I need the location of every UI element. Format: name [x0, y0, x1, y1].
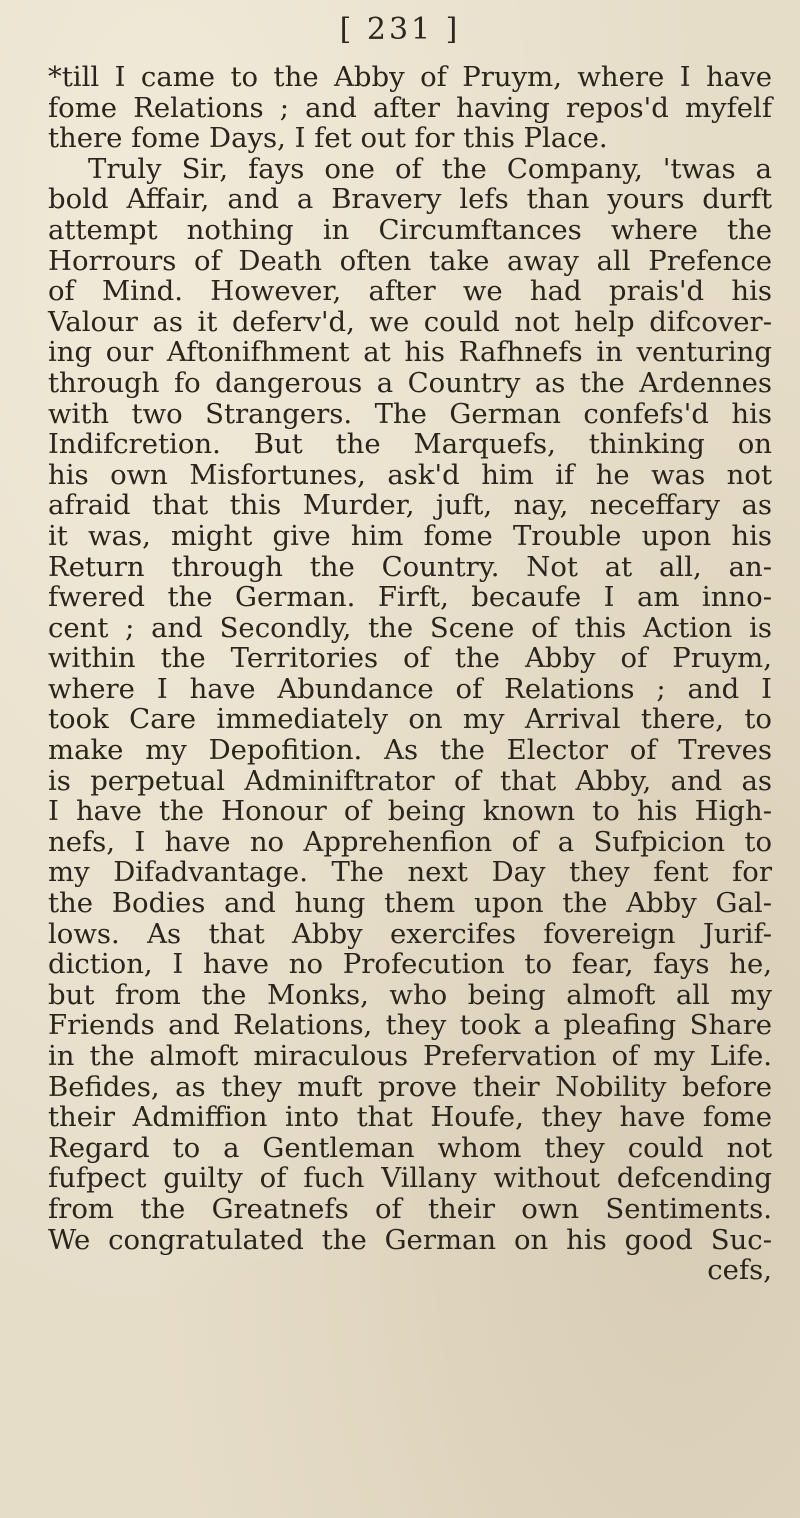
text-line: Return through the Country. Not at all, an-: [48, 550, 772, 583]
text-line: of Mind. However, after we had prais'd his: [48, 275, 772, 308]
text-line: cent ; and Secondly, the Scene of this Action is: [48, 611, 772, 644]
text-line: make my Depofition. As the Elector of Treves: [48, 734, 772, 767]
text-line: Truly Sir, fays one of the Company, 'twas a: [88, 152, 772, 185]
text-line: attempt nothing in Circumftances where the: [48, 213, 772, 246]
text-line: there fome Days, I fet out for this Place.: [48, 122, 608, 155]
text-line: fufpect guilty of fuch Villany without defcending: [48, 1162, 772, 1195]
text-line: Friends and Relations, they took a pleafing Share: [48, 1009, 772, 1042]
text-line: their Admiffion into that Houfe, they have fome: [48, 1101, 772, 1134]
text-line: through fo dangerous a Country as the Ardennes: [48, 366, 772, 399]
text-line: ing our Aftonifhment at his Rafhnefs in venturing: [48, 336, 772, 369]
text-line: in the almoft miraculous Prefervation of my Life.: [48, 1040, 772, 1072]
text-line: fome Relations ; and after having repos'd myfelf: [48, 91, 772, 124]
text-line: nefs, I have no Apprehenfion of a Sufpicion to: [48, 825, 772, 858]
text-line: but from the Monks, who being almoft all my: [48, 978, 772, 1011]
text-line: I have the Honour of being known to his High-: [48, 795, 772, 828]
text-line: his own Misfortunes, ask'd him if he was not: [48, 458, 772, 491]
text-line: is perpetual Adminiftrator of that Abby, and as: [48, 764, 772, 797]
text-line: afraid that this Murder, juft, nay, neceffary as: [48, 489, 772, 522]
text-line: We congratulated the German on his good Suc-: [48, 1223, 772, 1256]
text-line: Indifcretion. But the Marquefs, thinking on: [48, 428, 772, 461]
text-line: Befides, as they muft prove their Nobility before: [48, 1070, 772, 1103]
text-line: within the Territories of the Abby of Pruym,: [48, 642, 772, 675]
text-line: where I have Abundance of Relations ; and I: [48, 672, 772, 705]
text-line: with two Strangers. The German confefs'd his: [48, 397, 772, 430]
text-line: fwered the German. Firft, becaufe I am inno-: [48, 581, 772, 614]
text-line: Horrours of Death often take away all Prefence: [48, 244, 772, 277]
text-line: Regard to a Gentleman whom they could not: [48, 1131, 772, 1164]
text-line: *till I came to the Abby of Pruym, where I have: [48, 61, 772, 93]
text-line: diction, I have no Profecution to fear, fays he,: [48, 948, 772, 981]
text-line: from the Greatnefs of their own Sentiments.: [48, 1192, 772, 1225]
page-number: [ 231 ]: [339, 12, 461, 47]
text-line: lows. As that Abby exercifes fovereign Jurif-: [48, 917, 772, 950]
text-line: Valour as it deferv'd, we could not help difcover-: [48, 305, 772, 338]
text-line-catchword: cefs,: [707, 1254, 772, 1287]
text-line: it was, might give him fome Trouble upon his: [48, 519, 772, 552]
text-line: the Bodies and hung them upon the Abby Gal-: [48, 887, 772, 920]
text-line: took Care immediately on my Arrival there, to: [48, 703, 772, 736]
text-line: bold Affair, and a Bravery lefs than yours durft: [48, 183, 772, 216]
text-line: my Difadvantage. The next Day they fent for: [48, 856, 772, 889]
text-body: [48, 62, 772, 1286]
